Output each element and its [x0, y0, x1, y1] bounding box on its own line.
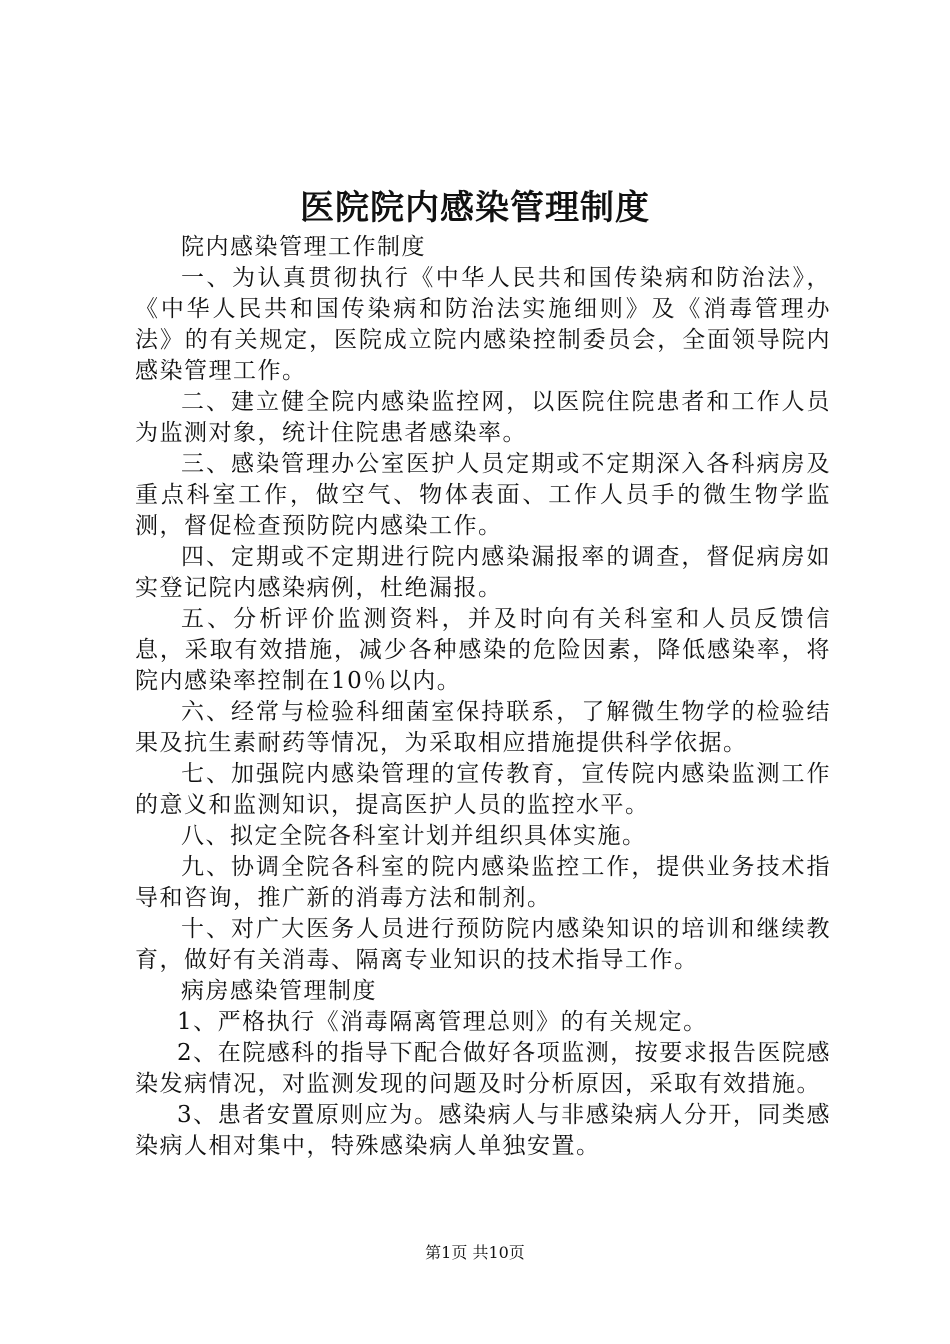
paragraph: 三、感染管理办公室医护人员定期或不定期深入各科病房及重点科室工作，做空气、物体表面、工作人员手的微生物学监测，督促检查预防院内感染工作。	[135, 451, 831, 539]
paragraph: 一、为认真贯彻执行《中华人民共和国传染病和防治法》，《中华人民共和国传染病和防治法实施细则》及《消毒管理办法》的有关规定，医院成立院内感染控制委员会，全面领导院内感染管理工作。	[135, 265, 831, 384]
document-title: 医院院内感染管理制度	[300, 188, 650, 228]
paragraph: 1、严格执行《消毒隔离管理总则》的有关规定。	[177, 1009, 708, 1035]
paragraph: 2、在院感科的指导下配合做好各项监测，按要求报告医院感染发病情况，对监测发现的问题及时分析原因，采取有效措施。	[135, 1040, 831, 1097]
section-heading: 病房感染管理制度	[181, 978, 377, 1004]
paragraph: 3、患者安置原则应为。感染病人与非感染病人分开，同类感染病人相对集中，特殊感染病人单独安置。	[135, 1102, 831, 1159]
paragraph: 七、加强院内感染管理的宣传教育，宣传院内感染监测工作的意义和监测知识，提高医护人员的监控水平。	[135, 761, 831, 818]
paragraph: 五、分析评价监测资料，并及时向有关科室和人员反馈信息，采取有效措施，减少各种感染的危险因素，降低感染率，将院内感染率控制在10％以内。	[135, 606, 831, 694]
page-footer: 第1页 共10页	[425, 1243, 525, 1262]
paragraph: 六、经常与检验科细菌室保持联系，了解微生物学的检验结果及抗生素耐药等情况，为采取相应措施提供科学依据。	[135, 699, 831, 756]
document-body	[135, 232, 831, 1162]
paragraph: 八、拟定全院各科室计划并组织具体实施。	[181, 823, 647, 849]
section-heading: 院内感染管理工作制度	[181, 234, 426, 260]
paragraph: 四、定期或不定期进行院内感染漏报率的调查，督促病房如实登记院内感染病例，杜绝漏报。	[135, 544, 831, 601]
paragraph: 十、对广大医务人员进行预防院内感染知识的培训和继续教育，做好有关消毒、隔离专业知识的技术指导工作。	[135, 916, 831, 973]
paragraph: 九、协调全院各科室的院内感染监控工作，提供业务技术指导和咨询，推广新的消毒方法和制剂。	[135, 854, 831, 911]
paragraph: 二、建立健全院内感染监控网，以医院住院患者和工作人员为监测对象，统计住院患者感染率。	[135, 389, 831, 446]
